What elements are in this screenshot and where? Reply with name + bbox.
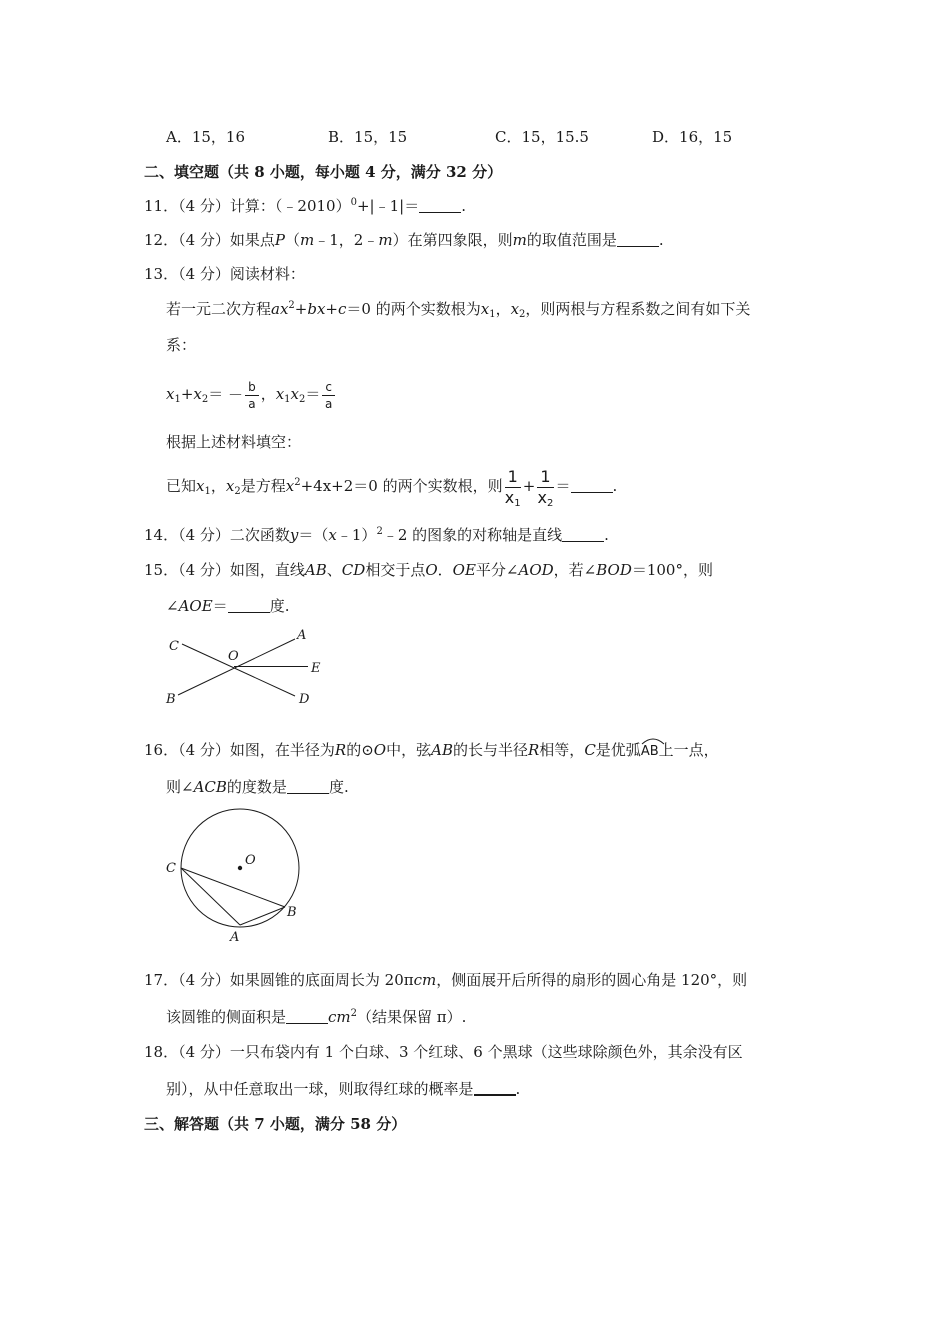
- q13-known-x1: x: [196, 477, 205, 495]
- q11-end: .: [461, 197, 466, 215]
- q16-angle-symbol: 则∠: [166, 778, 194, 796]
- q17-text-4: （结果保留 π）.: [357, 1008, 467, 1026]
- q15-angle-bod: BOD: [596, 561, 632, 579]
- q15-line-cd: CD: [341, 561, 366, 579]
- fraction-1-over-x1: [505, 467, 521, 508]
- q16-angle-acb: ACB: [193, 778, 227, 796]
- q13-material-text: 若一元二次方程: [166, 300, 272, 318]
- q13-fill-instruction: 根据上述材料填空：: [166, 433, 302, 451]
- question-11: [144, 196, 466, 216]
- label-o: O: [228, 649, 239, 664]
- q15-angle-aod: AOD: [518, 561, 554, 579]
- formula-sub-1-b: 1: [284, 394, 291, 405]
- q16-line-2: [166, 777, 349, 797]
- fraction-b-over-a: [245, 379, 259, 412]
- q12-var-p: P: [274, 231, 286, 249]
- q16-text-4: 的长与半径: [452, 741, 528, 759]
- fraction-denominator-a-2: a: [325, 396, 333, 411]
- q16-score: （4 分）: [178, 741, 230, 759]
- q13-question-line: [166, 463, 617, 509]
- question-13: [144, 264, 305, 284]
- q13-known-text: 已知: [166, 477, 197, 495]
- label-c: C: [169, 639, 179, 654]
- label-c: C: [166, 861, 176, 876]
- q11-answer-blank[interactable]: [419, 198, 461, 213]
- q17-answer-blank[interactable]: [286, 1009, 328, 1024]
- q15-point-o: O: [425, 561, 438, 579]
- q12-text-5: 的取值范围是: [526, 231, 617, 249]
- q15-text-5: 平分∠: [475, 561, 519, 579]
- q13-term-bxc: +bx+c: [294, 300, 347, 318]
- q16-text-5: 相等，: [539, 741, 585, 759]
- q12-var-m-3: m: [512, 231, 527, 249]
- q12-text: 如果点: [229, 231, 275, 249]
- q10-option-b: B．15，15: [328, 128, 408, 146]
- q13-term-ax: ax: [271, 300, 289, 318]
- section-3-heading: 三、解答题（共 7 小题，满分 58 分）: [144, 1115, 407, 1133]
- q13-material-text-2: ＝0 的两个实数根为: [346, 300, 481, 318]
- fraction-numerator-b: b: [245, 379, 259, 396]
- q13-known-exponent: 2: [294, 477, 301, 488]
- formula-x2-b: x: [290, 385, 300, 403]
- q10-option-c: C．15，15.5: [495, 128, 589, 146]
- q15-text: 如图，直线: [229, 561, 305, 579]
- formula-equals: ＝: [208, 385, 229, 403]
- q18-line-2: [166, 1079, 520, 1099]
- formula-sub-2-b: 2: [299, 394, 306, 405]
- q17-unit-cm: cm: [413, 971, 437, 989]
- q14-text-4: ﹣2 的图象的对称轴是直线: [382, 526, 563, 544]
- q12-text-2: （: [285, 231, 301, 249]
- q14-text-3: ﹣1）: [336, 526, 377, 544]
- q16-text-3: 中，弦: [386, 741, 432, 759]
- formula-x1: x: [166, 385, 175, 403]
- q12-text-3: ﹣1，2﹣: [314, 231, 379, 249]
- label-d: D: [299, 692, 310, 707]
- q13-text: 阅读材料：: [229, 265, 305, 283]
- q17-text: 如果圆锥的底面周长为 20π: [229, 971, 414, 989]
- q18-number: 18．: [144, 1043, 179, 1061]
- q12-text-4: ）在第四象限，则: [392, 231, 513, 249]
- q10-option-a: A．15，16: [166, 128, 246, 146]
- label-o: O: [245, 853, 256, 868]
- q13-known-x2: x: [225, 477, 235, 495]
- q18-score: （4 分）: [178, 1043, 230, 1061]
- q13-end: .: [612, 477, 618, 495]
- q13-exponent: 2: [288, 300, 295, 311]
- q14-score: （4 分）: [178, 526, 230, 544]
- q13-known-text-2: 是方程: [240, 477, 286, 495]
- q18-text-2: 别），从中任意取出一球，则取得红球的概率是: [166, 1080, 474, 1098]
- q16-chord-ab: AB: [431, 741, 453, 759]
- q12-score: （4 分）: [178, 231, 230, 249]
- q16-arc-ab: AB: [641, 742, 659, 762]
- q13-sub-2: 2: [519, 309, 526, 320]
- q14-var-x: x: [328, 526, 337, 544]
- q11-score: （4 分）: [178, 197, 230, 215]
- q17-score: （4 分）: [178, 971, 230, 989]
- q17-unit-cm2: cm: [328, 1008, 351, 1026]
- formula-plus: +: [180, 385, 194, 403]
- q13-comma: ，: [495, 300, 511, 318]
- formula-equals-2: ＝: [305, 385, 321, 403]
- q15-equals: ＝: [212, 597, 228, 615]
- q13-known-sub-1: 1: [204, 486, 211, 497]
- q16-unit: 度.: [328, 778, 349, 796]
- q15-text-2: 、: [326, 561, 342, 579]
- q15-line-ab: AB: [304, 561, 327, 579]
- q11-exponent: 0: [350, 197, 357, 208]
- q15-text-6: ，若∠: [553, 561, 597, 579]
- q13-sub-1: 1: [489, 309, 496, 320]
- q16-number: 16．: [144, 741, 179, 759]
- formula-separator: ，: [260, 385, 276, 403]
- q11-text-2: +|﹣1|＝: [356, 197, 420, 215]
- arc-symbol-icon: [641, 737, 665, 745]
- formula-x1-b: x: [275, 385, 285, 403]
- q15-text-7: ＝100°，则: [631, 561, 713, 579]
- question-12: [144, 230, 664, 250]
- q15-score: （4 分）: [178, 561, 230, 579]
- q15-angle-symbol: ∠: [166, 597, 179, 615]
- q15-answer-blank[interactable]: [228, 598, 270, 613]
- q13-var-x1: x: [480, 300, 490, 318]
- question-18: [144, 1042, 743, 1062]
- q15-number: 15．: [144, 561, 179, 579]
- q12-var-m: m: [300, 231, 315, 249]
- q16-var-o: O: [373, 741, 387, 759]
- q16-text-8: 的度数是: [226, 778, 287, 796]
- q15-text-3: 相交于点: [365, 561, 426, 579]
- fraction-c-over-a: [322, 379, 335, 412]
- q14-exponent: 2: [376, 526, 383, 537]
- chord-ca: [181, 868, 240, 925]
- fraction-x2: $x_2$: [537, 487, 554, 509]
- q12-number: 12．: [144, 231, 179, 249]
- formula-minus: －: [228, 386, 244, 404]
- fraction-1-over-x2: [537, 467, 553, 508]
- q16-figure: [160, 806, 320, 948]
- q13-var-x2: x: [510, 300, 520, 318]
- center-dot: [238, 866, 242, 870]
- q13-material-line-1: [166, 299, 750, 319]
- q16-text-2: 的⊙: [346, 741, 374, 759]
- q17-text-3: 该圆锥的侧面积是: [166, 1008, 287, 1026]
- q13-known-text-3: +4x+2＝0 的两个实数根，则: [300, 477, 503, 495]
- q17-number: 17．: [144, 971, 179, 989]
- q18-text: 一只布袋内有 1 个白球、3 个红球、6 个黑球（这些球除颜色外，其余没有区: [229, 1043, 743, 1061]
- q13-material-text-3: ，则两根与方程系数之间有如下关: [525, 300, 751, 318]
- q16-point-c: C: [584, 741, 596, 759]
- fraction-denominator-a: a: [248, 396, 256, 411]
- label-a: A: [230, 930, 240, 945]
- q14-number: 14．: [144, 526, 179, 544]
- q17-text-2: ，侧面展开后所得的扇形的圆心角是 120°，则: [436, 971, 748, 989]
- label-b: B: [287, 905, 297, 920]
- q18-end: .: [515, 1080, 521, 1098]
- q15-angle-aoe: AOE: [178, 597, 213, 615]
- q15-figure: [160, 622, 330, 714]
- section-2-heading: 二、填空题（共 8 小题，每小题 4 分，满分 32 分）: [144, 163, 503, 181]
- q14-text-2: ＝（: [298, 526, 329, 544]
- question-14: [144, 525, 609, 545]
- q13-material-line-2: 系：: [166, 336, 197, 354]
- q14-var-y: y: [289, 526, 299, 544]
- q13-known-comma: ，: [210, 477, 226, 495]
- q13-known-sub-2: 2: [234, 486, 241, 497]
- q13-number: 13．: [144, 265, 179, 283]
- q16-text-6: 是优弧: [595, 741, 641, 759]
- fraction-one-2: 1: [537, 467, 553, 488]
- fraction-x1: $x_1$: [504, 487, 521, 509]
- q17-exponent: 2: [350, 1008, 358, 1019]
- q14-answer-blank[interactable]: [562, 527, 604, 542]
- q13-known-x: x: [285, 477, 295, 495]
- q15-text-4: ．: [437, 561, 453, 579]
- q16-text-7: 上一点，: [658, 741, 719, 759]
- q16-var-r-2: R: [528, 741, 540, 759]
- q15-line-2: [166, 596, 289, 616]
- q14-end: .: [604, 526, 609, 544]
- chord-cb: [181, 868, 285, 907]
- question-16: [144, 740, 719, 762]
- fraction-numerator-c: c: [322, 379, 335, 396]
- q14-text: 二次函数: [229, 526, 290, 544]
- label-e: E: [311, 661, 321, 676]
- question-17: [144, 970, 747, 990]
- question-15: [144, 560, 713, 580]
- q15-unit: 度.: [269, 597, 290, 615]
- q12-answer-blank[interactable]: [617, 232, 659, 247]
- q13-score: （4 分）: [178, 265, 230, 283]
- q11-text: 计算：（﹣2010）: [229, 197, 351, 215]
- formula-sub-2: 2: [201, 394, 209, 405]
- q16-answer-blank[interactable]: [287, 779, 329, 794]
- fraction-plus: +: [522, 477, 536, 495]
- q13-answer-blank[interactable]: [571, 478, 613, 493]
- q16-text: 如图，在半径为: [229, 741, 335, 759]
- q13-equals: ＝: [555, 477, 571, 495]
- q10-option-d: D．16，15: [652, 128, 733, 146]
- fraction-one: 1: [505, 467, 521, 488]
- q17-line-2: [166, 1007, 466, 1027]
- q12-end: .: [658, 231, 664, 249]
- q12-var-m-2: m: [378, 231, 393, 249]
- label-b: B: [166, 692, 176, 707]
- formula-sub-1: 1: [174, 394, 181, 405]
- label-a: A: [297, 628, 307, 643]
- q18-answer-blank[interactable]: [474, 1080, 516, 1096]
- q11-number: 11．: [144, 197, 179, 215]
- q13-formulas: [166, 374, 337, 414]
- q15-ray-oe: OE: [452, 561, 476, 579]
- formula-x2: x: [193, 385, 202, 403]
- q16-var-r: R: [334, 741, 347, 759]
